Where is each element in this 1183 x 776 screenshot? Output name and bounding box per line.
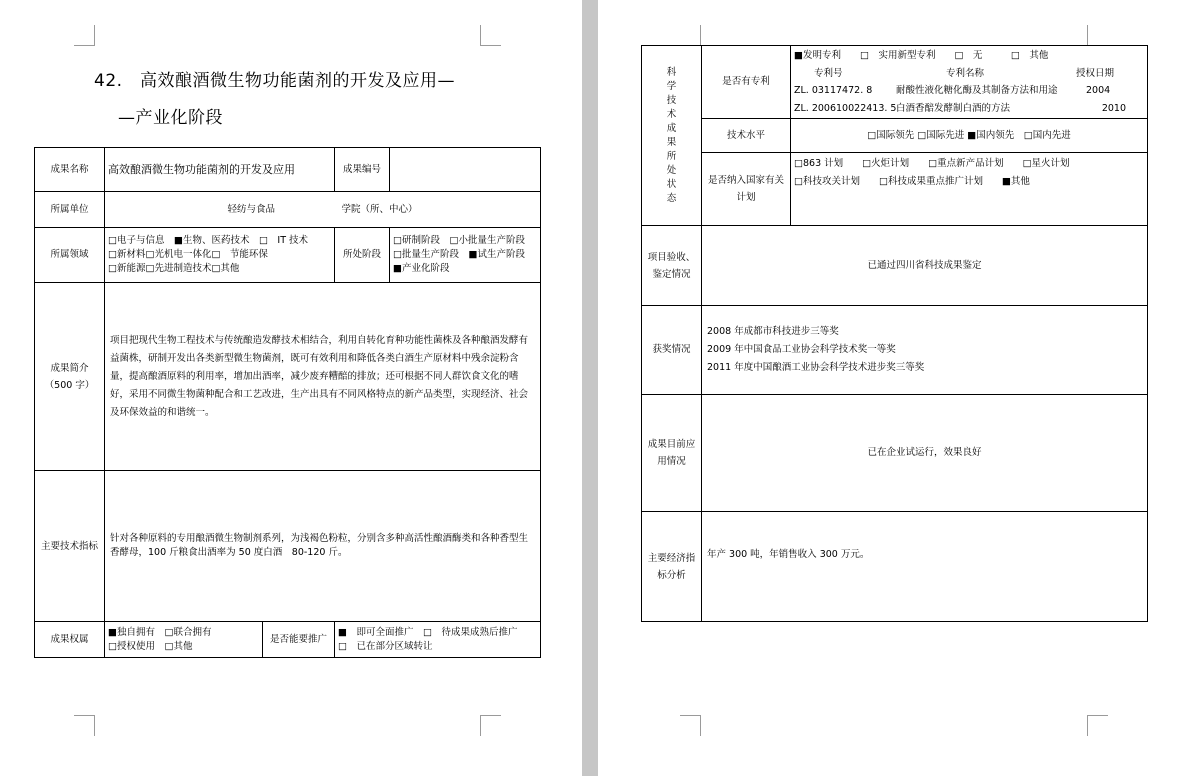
field-option-line: □电子与信息 ■生物、医药技术 □ IT 技术 [108, 235, 309, 246]
field-options [105, 228, 335, 283]
doc-title-line2: —产业化阶段 [118, 108, 223, 128]
code-label: 成果编号 [335, 148, 390, 192]
achievement-table-right [641, 45, 1148, 622]
promote-label: 是否能要推广 [263, 622, 335, 658]
intro-text: 项目把现代生物工程技术与传统酿造发酵技术相结合，利用自转化育种功能性菌株及各种酿酒发酵有益菌株，研制开发出各类新型微生物菌剂，既可有效利用和降低各类白酒生产原材料中残余淀粉含量，提高酿酒原料的利用率，增加出酒率，减少废弃糟醅的排放；还可根据不同人群饮食文化的嗜好，采用不同微生物菌种配合和工艺改进，生产出具有不同风格特点的新产品类型，实现经济、社会及环保效益的和谐统一。 [105, 283, 541, 471]
stage-option-line: □批量生产阶段 ■试生产阶段 [393, 249, 525, 260]
unit-label: 所属单位 [35, 192, 105, 228]
patent-info [791, 46, 1148, 119]
acceptance-label: 项目验收、鉴定情况 [642, 226, 702, 306]
unit-value: 轻纺与食品 学院（所、中心） [105, 192, 541, 228]
patent-label: 是否有专利 [702, 46, 791, 119]
plan-option-line: □科技攻关计划 □科技成果重点推广计划 ■其他 [794, 176, 1030, 187]
application-label: 成果目前应用情况 [642, 395, 702, 512]
tech-level-label: 技术水平 [702, 119, 791, 153]
tech-text: 针对各种原料的专用酿酒微生物制剂系列，为浅褐色粉粒，分别含多种高活性酿酒酶类和各种香型生香酵母，100 斤粮食出酒率为 50 度白酒 80-120 斤。 [105, 471, 541, 622]
crop-mark [74, 715, 95, 736]
patent-row: ZL. 200610022413. 5白酒香醅发酵制白酒的方法 2010 [794, 102, 1126, 114]
economic-label: 主要经济指标分析 [642, 512, 702, 622]
doc-title-line1: 42. 高效酿酒微生物功能菌剂的开发及应用— [94, 71, 456, 91]
achievement-table-left [34, 147, 541, 658]
code-value [390, 148, 541, 192]
ownership-option-line: □授权使用 □其他 [108, 640, 193, 652]
award-item: 2011 年度中国酿酒工业协会科学技术进步奖三等奖 [707, 362, 925, 373]
patent-header: 专利号 专利名称 授权日期 [814, 67, 1114, 79]
status-label: 科 学 技 术 成 果 所 处 状 态 [642, 46, 702, 226]
award-item: 2009 年中国食品工业协会科学技术奖一等奖 [707, 344, 896, 355]
economic-value: 年产 300 吨，年销售收入 300 万元。 [702, 512, 1148, 622]
tech-label: 主要技术指标 [35, 471, 105, 622]
awards-list [702, 306, 1148, 395]
promote-options [335, 622, 541, 658]
left-page [0, 0, 582, 776]
crop-mark [480, 715, 501, 736]
award-item: 2008 年成都市科技进步三等奖 [707, 326, 839, 337]
crop-mark [1087, 25, 1108, 46]
plan-option-line: □863 计划 □火炬计划 □重点新产品计划 □星火计划 [794, 158, 1070, 169]
crop-mark [1087, 715, 1108, 736]
page-gutter [582, 0, 598, 776]
application-value: 已在企业试运行，效果良好 [702, 395, 1148, 512]
patent-row: ZL. 03117472. 8 耐酸性液化糖化酶及其制备方法和用途 2004 [794, 85, 1111, 96]
ownership-option-line: ■独自拥有 □联合拥有 [108, 626, 212, 638]
field-option-line: □新材料□光机电一体化□ 节能环保 [108, 249, 268, 260]
stage-option-line: □研制阶段 □小批量生产阶段 [393, 235, 525, 246]
crop-mark [680, 25, 701, 46]
name-label: 成果名称 [35, 148, 105, 192]
promote-option-line: ■ 即可全面推广 □ 待成果成熟后推广 [338, 626, 518, 638]
plan-options [791, 153, 1148, 226]
plan-label: 是否纳入国家有关计划 [702, 153, 791, 226]
acceptance-value: 已通过四川省科技成果鉴定 [702, 226, 1148, 306]
tech-level-value: □国际领先 □国际先进 ■国内领先 □国内先进 [791, 119, 1148, 153]
awards-label: 获奖情况 [642, 306, 702, 395]
crop-mark [74, 25, 95, 46]
patent-types: ■发明专利 □ 实用新型专利 □ 无 □ 其他 [794, 50, 1049, 61]
crop-mark [480, 25, 501, 46]
ownership-label: 成果权属 [35, 622, 105, 658]
stage-options [390, 228, 541, 283]
name-value: 高效酿酒微生物功能菌剂的开发及应用 [105, 148, 335, 192]
intro-label: 成果简介（500 字） [35, 283, 105, 471]
stage-option-line: ■产业化阶段 [393, 263, 450, 274]
field-option-line: □新能源□先进制造技术□其他 [108, 263, 240, 274]
crop-mark [680, 715, 701, 736]
stage-label: 所处阶段 [335, 228, 390, 283]
promote-option-line: □ 已在部分区域转让 [338, 640, 433, 652]
field-label: 所属领域 [35, 228, 105, 283]
ownership-options [105, 622, 263, 658]
right-page [598, 0, 1183, 776]
